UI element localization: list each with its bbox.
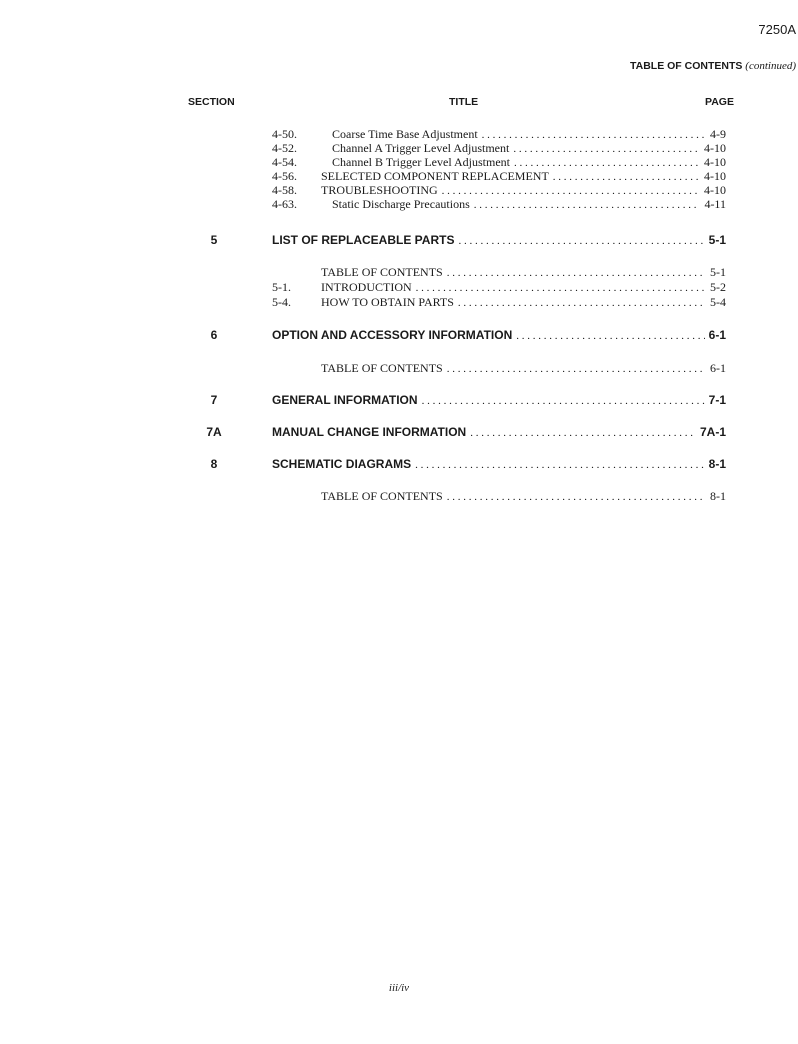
page-folio: iii/iv [388, 982, 410, 994]
entry-page: 4-9 [710, 127, 726, 141]
entry-page: 4-10 [704, 141, 726, 155]
entry-page: 5-4 [710, 295, 726, 309]
toc-section-5[interactable] [0, 232, 798, 248]
section-title: OPTION AND ACCESSORY INFORMATION [272, 328, 513, 342]
running-head-suffix: (continued) [745, 60, 796, 72]
section-title: MANUAL CHANGE INFORMATION [272, 425, 467, 439]
entry-number: 4-63. [272, 197, 297, 211]
section-page: 7-1 [708, 393, 726, 407]
toc-entry[interactable] [0, 361, 798, 375]
entry-page: 4-11 [704, 197, 726, 211]
column-header-title: TITLE [449, 96, 479, 108]
entry-title: TABLE OF CONTENTS [321, 489, 443, 503]
toc-entry[interactable] [0, 265, 798, 279]
toc-entry[interactable] [0, 197, 798, 211]
entry-title: Channel A Trigger Level Adjustment [332, 141, 510, 155]
entry-number: 4-52. [272, 141, 297, 155]
entry-page: 8-1 [710, 489, 726, 503]
column-header-section: SECTION [188, 96, 235, 108]
section-title: SCHEMATIC DIAGRAMS [272, 457, 412, 471]
section-page: 5-1 [708, 233, 726, 247]
entry-page: 4-10 [704, 155, 726, 169]
entry-title: Channel B Trigger Level Adjustment [332, 155, 510, 169]
section-number: 7A [206, 425, 222, 439]
toc-entry[interactable] [0, 169, 798, 183]
entry-title: Coarse Time Base Adjustment [332, 127, 478, 141]
toc-entry[interactable] [0, 155, 798, 169]
entry-title: INTRODUCTION [321, 280, 412, 294]
entry-title: TROUBLESHOOTING [321, 183, 438, 197]
toc-entry[interactable] [0, 295, 798, 309]
entry-number: 4-58. [272, 183, 297, 197]
entry-title: SELECTED COMPONENT REPLACEMENT [321, 169, 549, 183]
section-number: 7 [210, 393, 218, 407]
entry-number: 4-56. [272, 169, 297, 183]
entry-page: 4-10 [704, 183, 726, 197]
section-title: GENERAL INFORMATION [272, 393, 418, 407]
entry-number: 4-54. [272, 155, 297, 169]
section-page: 7A-1 [699, 425, 726, 439]
entry-number: 4-50. [272, 127, 297, 141]
toc-entry[interactable] [0, 280, 798, 294]
column-header-page: PAGE [705, 96, 734, 108]
toc-section-6[interactable] [0, 327, 798, 343]
entry-page: 4-10 [704, 169, 726, 183]
section-page: 8-1 [708, 457, 726, 471]
toc-section-7[interactable] [0, 392, 798, 408]
section-number: 8 [210, 457, 218, 471]
entry-number: 5-1. [272, 280, 291, 294]
entry-title: TABLE OF CONTENTS [321, 361, 443, 375]
entry-page: 5-1 [710, 265, 726, 279]
running-head [630, 60, 796, 72]
entry-title: Static Discharge Precautions [332, 197, 470, 211]
toc-section-8[interactable] [0, 456, 798, 472]
toc-entry[interactable] [0, 127, 798, 141]
section-title: LIST OF REPLACEABLE PARTS [272, 233, 455, 247]
entry-page: 5-2 [710, 280, 726, 294]
toc-entry[interactable] [0, 489, 798, 503]
section-page: 6-1 [708, 328, 726, 342]
entry-title: TABLE OF CONTENTS [321, 265, 443, 279]
toc-section-7a[interactable] [0, 424, 798, 440]
running-head-title: TABLE OF CONTENTS [629, 60, 743, 72]
entry-page: 6-1 [710, 361, 726, 375]
toc-entry[interactable] [0, 141, 798, 155]
doc-number: 7250A [758, 22, 796, 37]
entry-number: 5-4. [272, 295, 291, 309]
entry-title: HOW TO OBTAIN PARTS [321, 295, 454, 309]
toc-entry[interactable] [0, 183, 798, 197]
section-number: 5 [210, 233, 218, 247]
section-number: 6 [210, 328, 218, 342]
